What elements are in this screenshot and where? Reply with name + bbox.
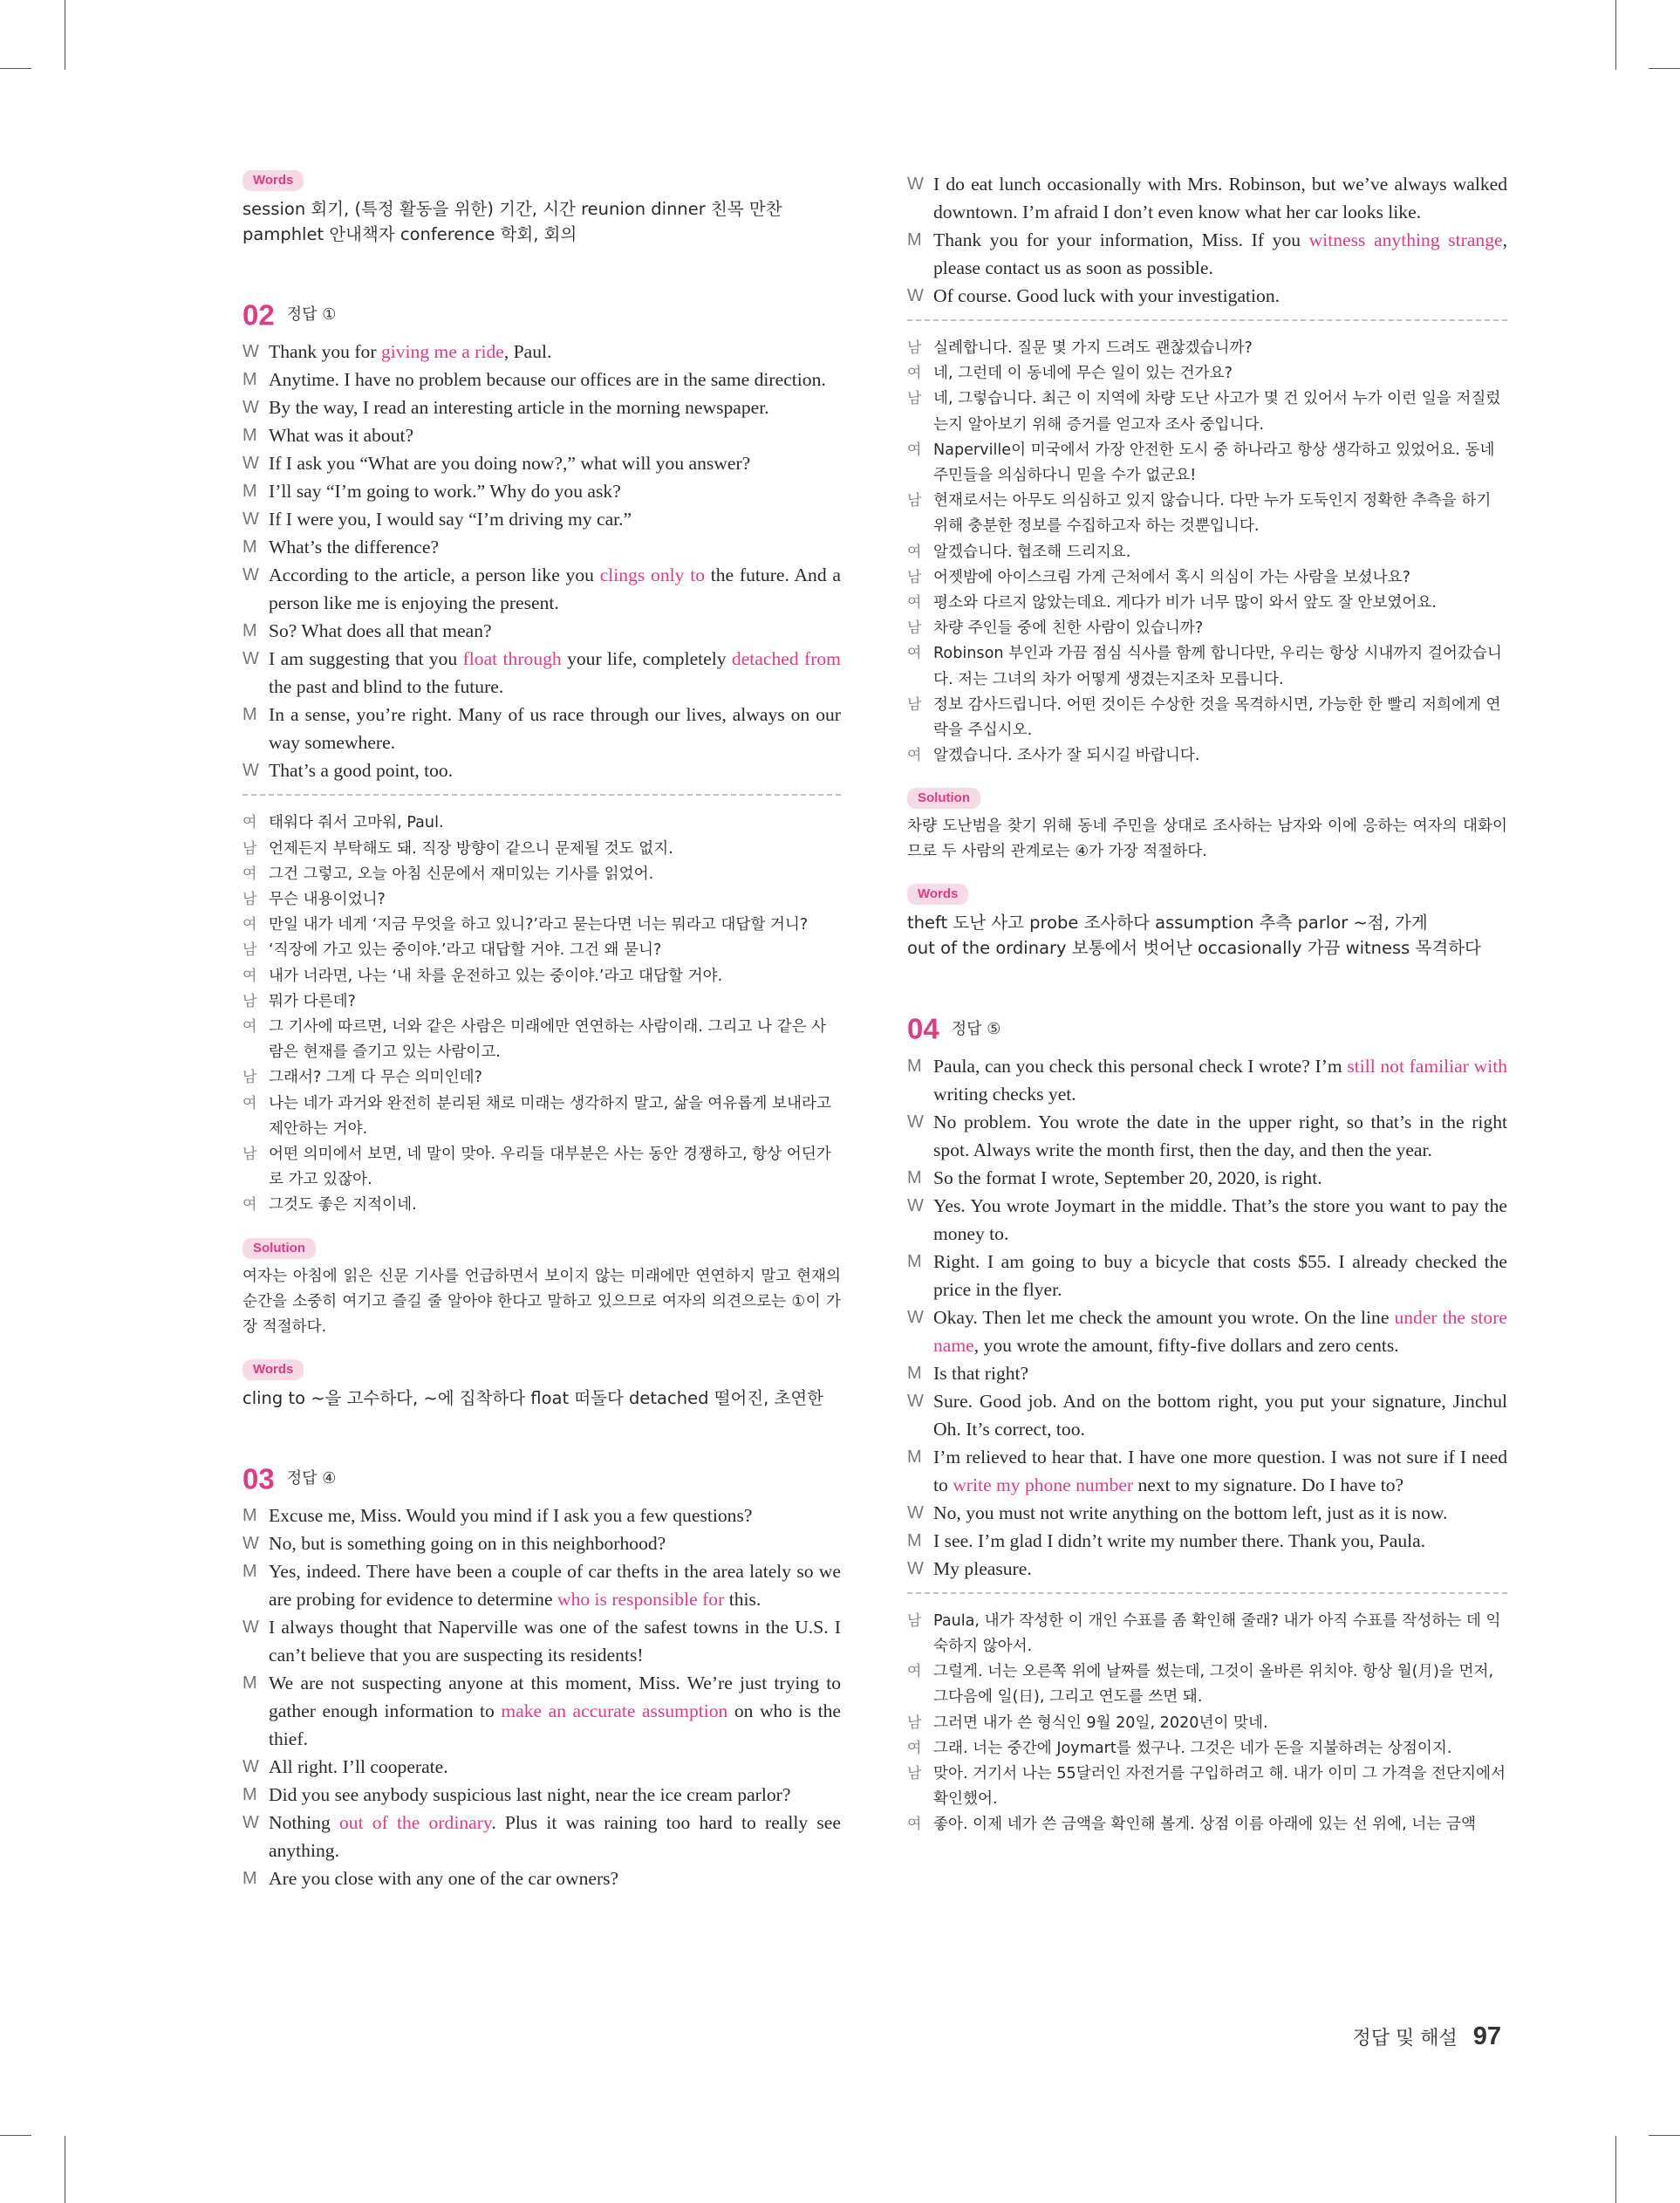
translation-line: 여 나는 네가 과거와 완전히 분리된 채로 미래는 생각하지 말고, 삶을 여유롭게 보내라고 제안하는 거야. [242,1091,841,1142]
speaker-label: W [242,1812,259,1832]
speaker-label: 남 [907,1714,922,1732]
speaker-label: 남 [242,941,257,960]
translation-line: 여 알겠습니다. 조사가 잘 되시길 바랍니다. [907,743,1507,769]
speaker-label: 남 [907,695,922,714]
dialogue-line: W That’s a good point, too. [242,756,841,784]
crop-mark [0,68,31,69]
dialogue-english [907,1052,1507,1583]
translation-line: 여 Robinson 부인과 가끔 점심 식사를 함께 합니다만, 우리는 항상 시내까지 걸어갔습니다. 저는 그녀의 차가 어떻게 생겼는지조차 모릅니다. [907,641,1507,692]
speaker-label: W [242,454,259,474]
speaker-label: W [242,510,259,530]
crop-mark [1649,68,1680,69]
translation-line: 여 내가 너라면, 나는 ‘내 차를 운전하고 있는 중이야.’라고 대답할 거야. [242,964,841,989]
dashed-divider [907,1592,1507,1594]
key-phrase: giving me a ride [380,341,504,363]
answer-label: 정답 ① [286,305,337,325]
translation-line: 남 맞아. 거기서 나는 55달러인 자전거를 구입하려고 해. 내가 이미 그 가격을 전단지에서 확인했어. [907,1762,1507,1812]
speaker-label: M [907,1363,922,1383]
page-footer [1352,2022,1501,2051]
dialogue-line: W Sure. Good job. And on the bottom right, you put your signature, Jinchul Oh. It’s correct, too. [907,1387,1507,1443]
dialogue-line: M So? What does all that mean? [242,617,841,645]
translation-line: 여 알겠습니다. 협조해 드리지요. [907,540,1507,565]
speaker-label: 여 [907,1739,922,1757]
question-number: 02 [242,298,275,332]
dialogue-line: M Right. I am going to buy a bicycle that costs $55. I already checked the price in the flyer. [907,1248,1507,1303]
speaker-label: M [242,537,257,558]
speaker-label: W [907,1558,924,1578]
speaker-label: M [242,705,257,725]
page-number: 97 [1472,2022,1501,2050]
dialogue-line: M I’ll say “I’m going to work.” Why do you ask? [242,477,841,505]
dialogue-line: M I’m relieved to hear that. I have one more question. I was not sure if I need to write my phone number next to my signature. Do I have to? [907,1443,1507,1499]
speaker-label: W [907,1502,924,1522]
speaker-label: M [242,1868,257,1888]
dialogue-line: W All right. I’ll cooperate. [242,1753,841,1781]
words-tag: Words [242,1359,304,1380]
translation-line: 여 그건 그렇고, 오늘 아침 신문에서 재미있는 기사를 읽었어. [242,862,841,887]
speaker-label: W [907,1391,924,1411]
speaker-label: 남 [907,619,922,638]
translation-line: 여 네, 그런데 이 동네에 무슨 일이 있는 건가요? [907,361,1507,387]
speaker-label: M [907,1447,922,1467]
speaker-label: W [242,1533,259,1553]
dialogue-line: M In a sense, you’re right. Many of us race through our lives, always on our way somewhere. [242,701,841,756]
dialogue-line: W I always thought that Naperville was one of the safest towns in the U.S. I can’t believe that you are suspecting its residents! [242,1613,841,1669]
question-header-04 [907,1009,1507,1048]
speaker-label: M [242,1561,257,1581]
solution-tag: Solution [242,1238,316,1259]
dialogue-korean [242,811,841,1218]
speaker-label: M [907,1251,922,1271]
translation-line: 여 그것도 좋은 지적이네. [242,1193,841,1218]
speaker-label: 여 [242,1094,257,1112]
dialogue-line: M Excuse me, Miss. Would you mind if I ask you a few questions? [242,1502,841,1529]
key-phrase: witness anything strange [1308,229,1503,250]
dialogue-line: M Are you close with any one of the car owners? [242,1864,841,1892]
dialogue-line: W No problem. You wrote the date in the upper right, so that’s in the right spot. Always write the month first, then the day, and then the year. [907,1108,1507,1164]
crop-mark [1615,2136,1616,2203]
speaker-label: 여 [907,441,922,459]
dialogue-line: W Thank you for giving me a ride, Paul. [242,338,841,366]
dialogue-english [242,338,841,784]
translation-line: 남 어젯밤에 아이스크림 가게 근처에서 혹시 의심이 가는 사람을 보셨나요? [907,565,1507,591]
dialogue-line: W No, but is something going on in this neighborhood? [242,1529,841,1557]
dialogue-line: M Yes, indeed. There have been a couple of car thefts in the area lately so we are probing for evidence to determine who is responsible for this. [242,1557,841,1613]
dialogue-line: W Nothing out of the ordinary. Plus it was raining too hard to really see anything. [242,1809,841,1864]
dialogue-korean [907,1609,1507,1838]
speaker-label: W [907,286,924,305]
translation-line: 남 네, 그렇습니다. 최근 이 지역에 차량 도난 사고가 몇 건 있어서 누가 이런 일을 저질렀는지 알아보기 위해 증거를 얻고자 조사 중입니다. [907,387,1507,437]
words-line: session 회기, (특정 활동을 위한) 기간, 시간 reunion dinner 친목 만찬 [242,199,782,219]
translation-line: 남 그러면 내가 쓴 형식인 9월 20일, 2020년이 맞네. [907,1711,1507,1736]
dialogue-line: M Is that right? [907,1359,1507,1387]
question-header-03 [242,1460,841,1498]
dialogue-line: W I do eat lunch occasionally with Mrs. Robinson, but we’ve always walked downtown. I’m afraid I don’t even know what her car looks like. [907,170,1507,226]
speaker-label: W [907,174,924,194]
dialogue-line: W I am suggesting that you float through your life, completely detached from the past and blind to the future. [242,645,841,701]
translation-line: 여 좋아. 이제 네가 쓴 금액을 확인해 볼게. 상점 이름 아래에 있는 선 위에, 너는 금액 [907,1812,1507,1837]
translation-line: 여 Naperville이 미국에서 가장 안전한 도시 중 하나라고 항상 생각하고 있었어요. 동네 주민들을 의심하다니 믿을 수가 없군요! [907,438,1507,489]
speaker-label: M [907,1530,922,1550]
crop-mark [0,2135,31,2136]
speaker-label: W [242,342,259,362]
speaker-label: 남 [242,839,257,858]
words-section [242,196,841,247]
key-phrase: who is responsible for [557,1588,725,1610]
words-tag: Words [907,884,968,905]
words-line: theft 도난 사고 probe 조사하다 assumption 추측 parlor ~점, 가게 [907,913,1428,934]
translation-line: 남 무슨 내용이었니? [242,887,841,913]
dialogue-line: W Okay. Then let me check the amount you wrote. On the line under the store name, you wrote the amount, fifty-five dollars and zero cents. [907,1303,1507,1359]
speaker-label: 남 [242,992,257,1010]
dialogue-line: M Anytime. I have no problem because our offices are in the same direction. [242,366,841,393]
solution-tag: Solution [907,788,980,809]
speaker-label: 남 [907,1765,922,1782]
translation-line: 여 그래. 너는 중간에 Joymart를 썼구나. 그것은 네가 돈을 지불하려는 상점이지. [907,1736,1507,1762]
speaker-label: W [907,1307,924,1327]
key-phrase: under the store name [933,1306,1507,1356]
speaker-label: 여 [907,747,922,765]
speaker-label: W [242,398,259,418]
crop-mark [1649,2135,1680,2136]
question-header-02 [242,296,841,334]
speaker-label: M [907,1056,922,1076]
speaker-label: 남 [907,1611,922,1630]
translation-line: 남 차량 주인들 중에 친한 사람이 있습니까? [907,616,1507,641]
speaker-label: 여 [907,543,922,561]
speaker-label: 여 [242,865,257,883]
translation-line: 여 그럴게. 너는 오른쪽 위에 날짜를 썼는데, 그것이 올바른 위치야. 항상 월(月)을 먼저, 그다음에 일(日), 그리고 연도를 쓰면 돼. [907,1659,1507,1710]
speaker-label: 여 [907,1816,922,1834]
speaker-label: M [242,1784,257,1804]
speaker-label: 남 [907,568,922,586]
speaker-label: W [242,565,259,585]
speaker-label: M [907,1167,922,1187]
speaker-label: W [242,649,259,669]
speaker-label: M [242,426,257,446]
words-tag: Words [242,170,304,191]
speaker-label: M [242,1505,257,1525]
key-phrase: clings only to [599,564,705,586]
speaker-label: W [907,1112,924,1132]
dialogue-line: M What was it about? [242,421,841,449]
dialogue-line: M Paula, can you check this personal check I wrote? I’m still not familiar with writing checks yet. [907,1052,1507,1108]
key-phrase: still not familiar with [1347,1055,1507,1077]
dialogue-line: M I see. I’m glad I didn’t write my number there. Thank you, Paula. [907,1527,1507,1555]
speaker-label: M [242,1673,257,1693]
speaker-label: 여 [242,814,257,832]
speaker-label: 여 [907,594,922,612]
translation-line: 여 평소와 다르지 않았는데요. 게다가 비가 너무 많이 와서 앞도 잘 안보였어요. [907,591,1507,616]
speaker-label: W [242,1617,259,1637]
speaker-label: M [242,370,257,390]
speaker-label: 여 [907,645,922,663]
dialogue-line: M So the format I wrote, September 20, 2020, is right. [907,1164,1507,1192]
speaker-label: 남 [242,1145,257,1163]
speaker-label: W [242,1756,259,1776]
speaker-label: M [242,482,257,502]
dialogue-korean [907,336,1507,769]
speaker-label: 여 [242,916,257,934]
words-line: out of the ordinary 보통에서 벗어난 occasionally 가끔 witness 목격하다 [907,938,1481,959]
dialogue-line: M We are not suspecting anyone at this moment, Miss. We’re just trying to gather enough information to make an accurate assumption on who is the thief. [242,1669,841,1753]
speaker-label: 여 [242,967,257,985]
left-column [242,170,841,1892]
dialogue-line: M Thank you for your information, Miss. If you witness anything strange, please contact us as soon as possible. [907,226,1507,282]
speaker-label: 여 [242,1017,257,1036]
translation-line: 남 실례합니다. 질문 몇 가지 드려도 괜찮겠습니까? [907,336,1507,361]
words-line: cling to ~을 고수하다, ~에 집착하다 float 떠돌다 detached 떨어진, 초연한 [242,1387,824,1408]
translation-line: 남 언제든지 부탁해도 돼. 직장 방향이 같으니 문제될 것도 없지. [242,837,841,862]
key-phrase: float through [462,648,562,670]
dialogue-line: M What’s the difference? [242,533,841,561]
dialogue-line: W Yes. You wrote Joymart in the middle. That’s the store you want to pay the money to. [907,1192,1507,1248]
translation-line: 남 어떤 의미에서 보면, 네 말이 맞아. 우리들 대부분은 사는 동안 경쟁하고, 항상 어딘가로 가고 있잖아. [242,1142,841,1193]
words-line: pamphlet 안내책자 conference 학회, 회의 [242,224,577,244]
speaker-label: M [907,230,922,250]
key-phrase: detached from [731,648,841,670]
speaker-label: W [242,761,259,781]
speaker-label: 여 [242,1196,257,1214]
translation-line: 여 태워다 줘서 고마워, Paul. [242,811,841,836]
dialogue-line: M Did you see anybody suspicious last night, near the ice cream parlor? [242,1781,841,1809]
speaker-label: 남 [242,890,257,908]
dialogue-line: W No, you must not write anything on the bottom left, just as it is now. [907,1499,1507,1527]
answer-label: 정답 ⑤ [951,1019,1001,1038]
speaker-label: 남 [907,390,922,408]
speaker-label: W [907,1195,924,1215]
solution-text: 차량 도난범을 찾기 위해 동네 주민을 상대로 조사하는 남자와 이에 응하는 여자의 대화이므로 두 사람의 관계로는 ④가 가장 적절하다. [907,818,1507,861]
dashed-divider [242,794,841,796]
dialogue-line: W According to the article, a person like you clings only to the future. And a person like me is enjoying the present. [242,561,841,617]
translation-line: 남 ‘직장에 가고 있는 중이야.’라고 대답할 거야. 그건 왜 묻니? [242,938,841,963]
translation-line: 여 그 기사에 따르면, 너와 같은 사람은 미래에만 연연하는 사람이래. 그리고 나 같은 사람은 현재를 즐기고 있는 사람이고. [242,1015,841,1065]
dashed-divider [907,319,1507,321]
dialogue-line: W My pleasure. [907,1555,1507,1583]
speaker-label: 남 [242,1069,257,1087]
speaker-label: 남 [907,492,922,510]
crop-mark [1615,0,1616,70]
translation-line: 남 현재로서는 아무도 의심하고 있지 않습니다. 다만 누가 도둑인지 정확한 추측을 하기 위해 충분한 정보를 수집하고자 하는 것뿐입니다. [907,489,1507,539]
speaker-label: 남 [907,339,922,357]
key-phrase: write my phone number [953,1474,1134,1495]
dialogue-line: W Of course. Good luck with your investigation. [907,282,1507,310]
footer-label: 정답 및 해설 [1352,2028,1458,2049]
right-column [907,170,1507,1838]
translation-line: 남 Paula, 내가 작성한 이 개인 수표를 좀 확인해 줄래? 내가 아직 수표를 작성하는 데 익숙하지 않아서. [907,1609,1507,1659]
dialogue-line: W If I ask you “What are you doing now?,” what will you answer? [242,449,841,477]
translation-line: 남 뭐가 다른데? [242,989,841,1015]
translation-line: 여 만일 내가 네게 ‘지금 무엇을 하고 있니?’라고 묻는다면 너는 뭐라고 대답할 거니? [242,913,841,938]
speaker-label: M [242,621,257,641]
translation-line: 남 그래서? 그게 다 무슨 의미인데? [242,1065,841,1091]
words-section [907,910,1507,961]
answer-label: 정답 ④ [286,1468,337,1488]
solution-text: 여자는 아침에 읽은 신문 기사를 언급하면서 보이지 않는 미래에만 연연하지 말고 현재의 순간을 소중히 여기고 즐길 줄 알아야 한다고 말하고 있으므로 여자의 의견으로는 ①이 가장 적절하다. [242,1267,841,1336]
dialogue-line: W By the way, I read an interesting article in the morning newspaper. [242,393,841,421]
key-phrase: make an accurate assumption [501,1700,728,1721]
speaker-label: 여 [907,365,922,383]
question-number: 04 [907,1012,939,1045]
dialogue-line: W If I were you, I would say “I’m driving my car.” [242,505,841,533]
question-number: 03 [242,1461,275,1495]
key-phrase: out of the ordinary [338,1811,492,1833]
words-section [242,1385,841,1411]
translation-line: 남 정보 감사드립니다. 어떤 것이든 수상한 것을 목격하시면, 가능한 한 빨리 저희에게 연락을 주십시오. [907,693,1507,743]
dialogue-english [907,170,1507,310]
dialogue-english [242,1502,841,1892]
speaker-label: 여 [907,1663,922,1681]
